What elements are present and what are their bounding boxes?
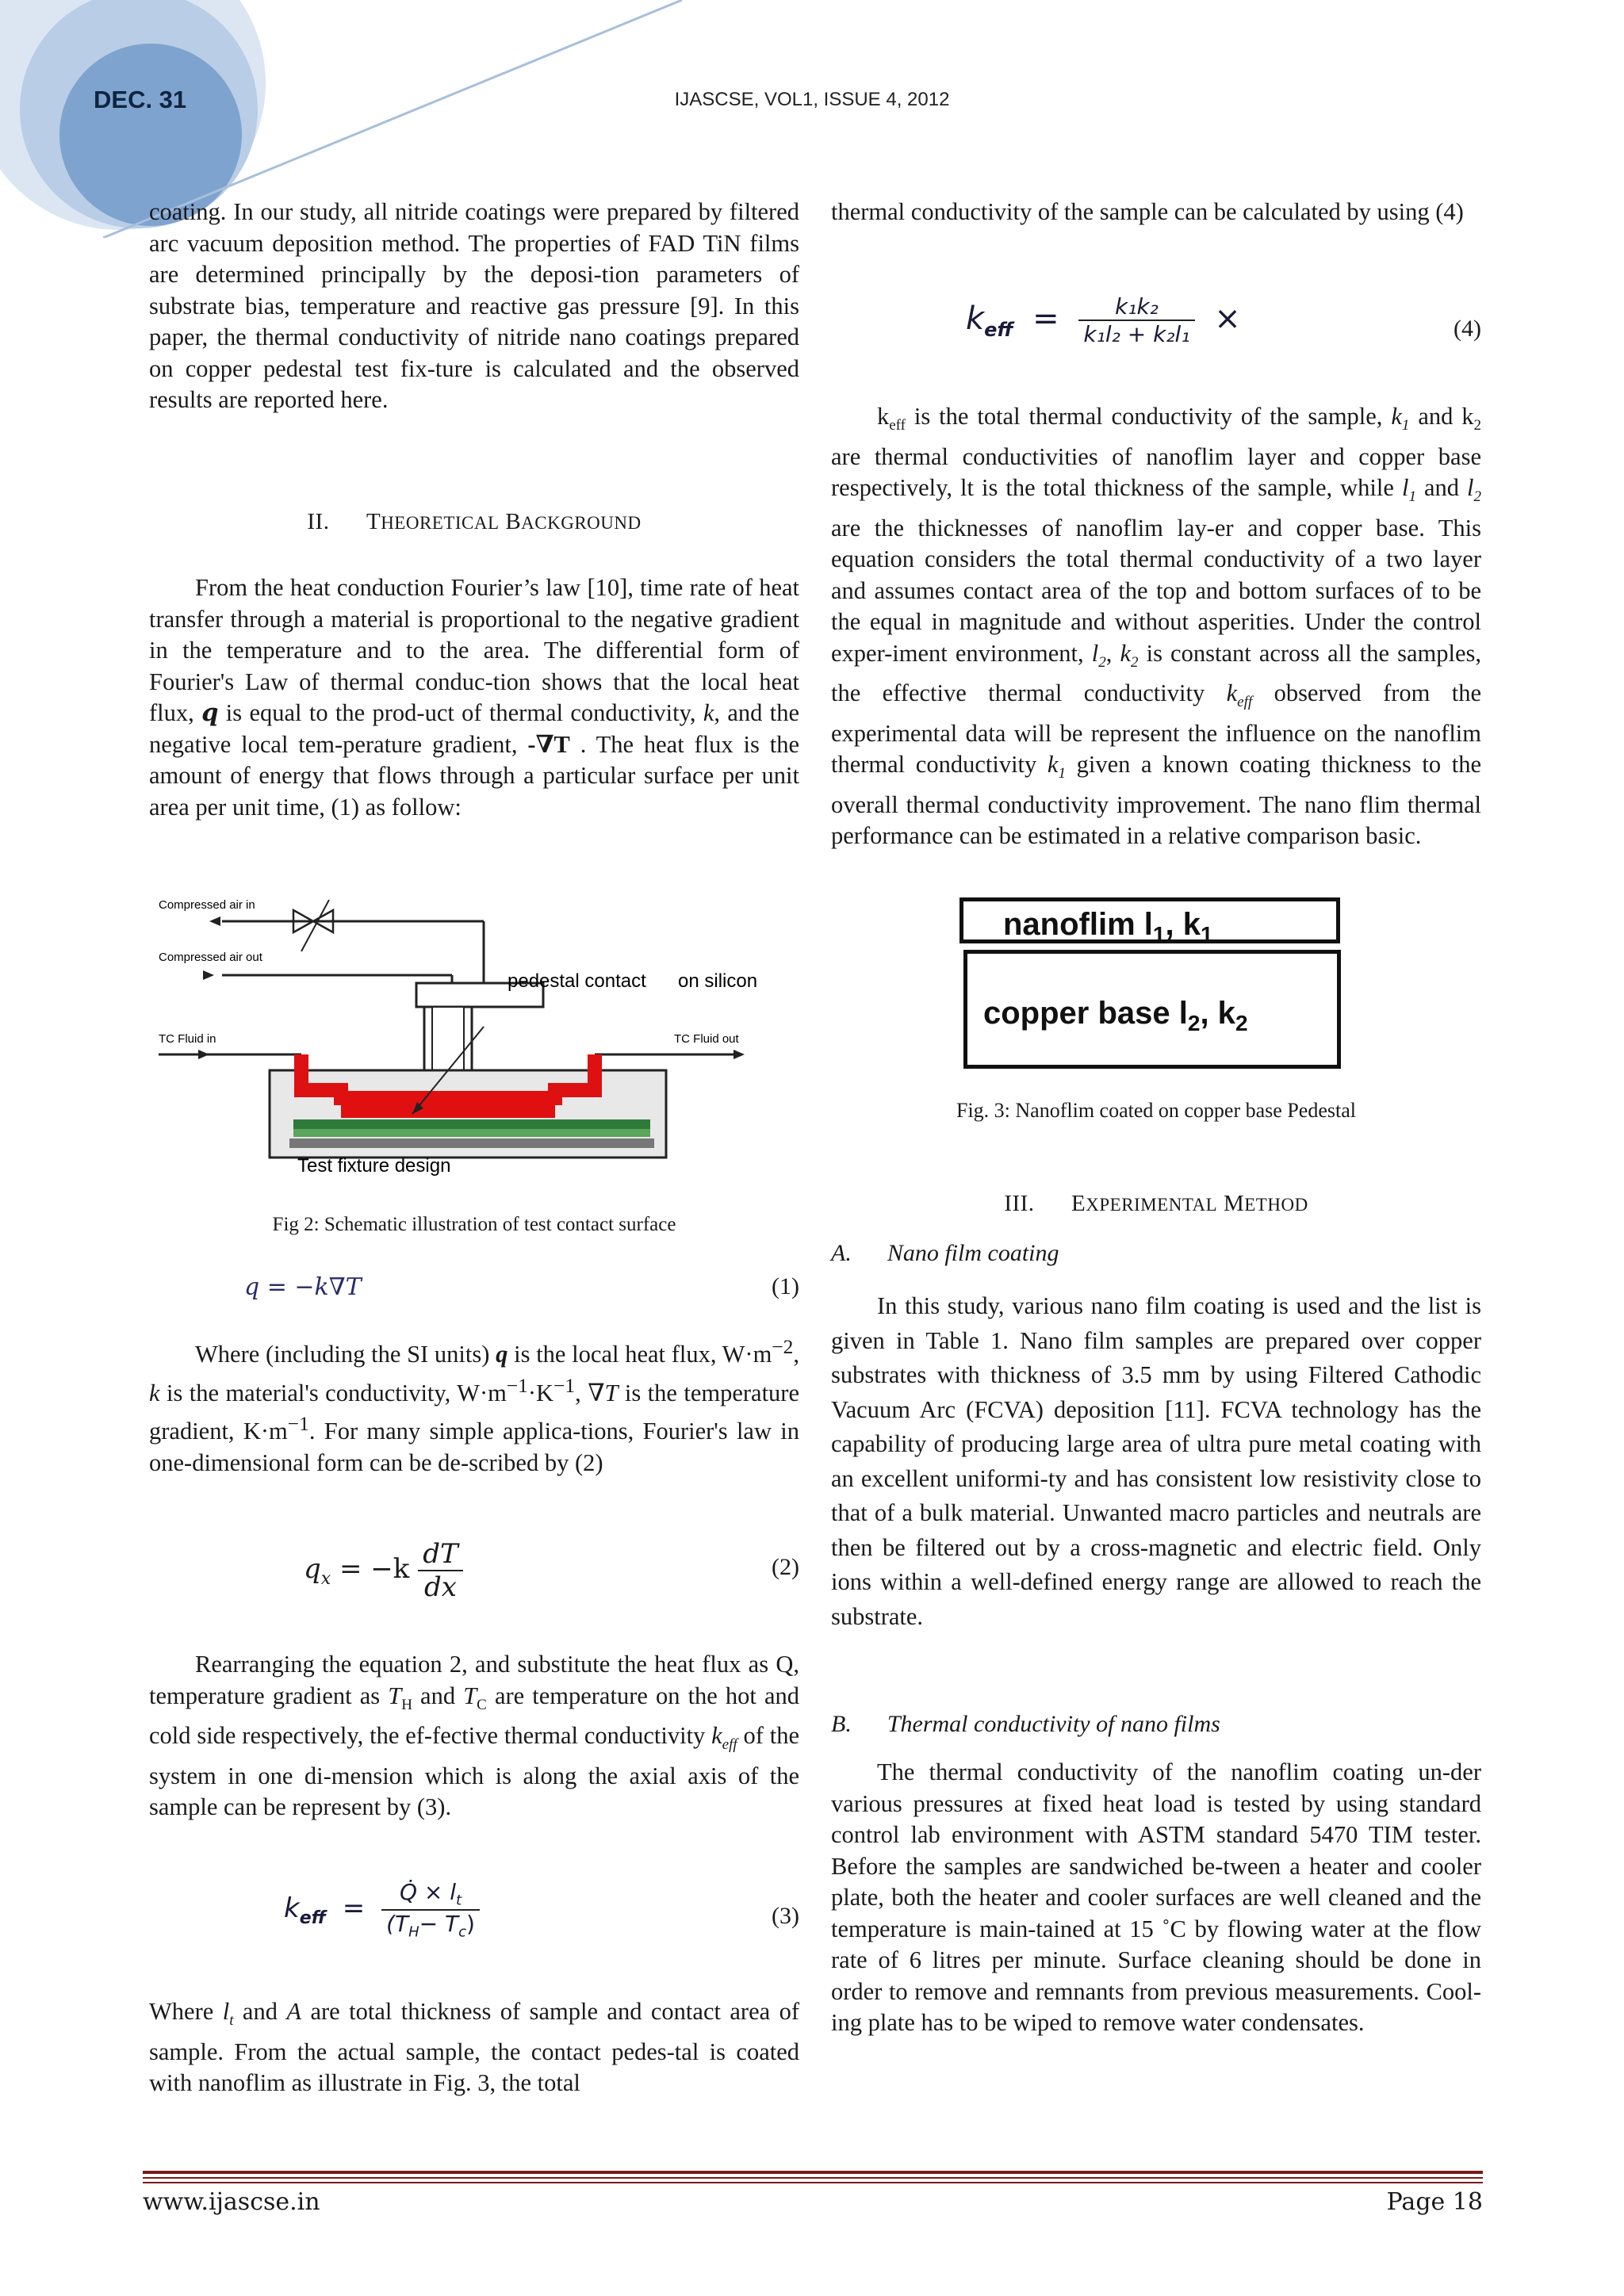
equation-2-number: (2) <box>772 1554 799 1580</box>
footer-rule-2 <box>143 2177 1483 2179</box>
subsection-b-heading: B. Thermal conductivity of nano films <box>831 1711 1220 1737</box>
left-paragraph-2: From the heat conduction Fourier’s law [10], time rate of heat transfer through a material is proportional to the negative gradient in the temperature and to the area. The differential form of Fourier's Law of thermal conduc-tion shows that the local heat flux, q is equal to the prod-uct of thermal conductivity, k, and the negative local tem-perature gradient, -∇T . The heat flux is the amount of energy that flows through a particular surface per unit area per unit time, (1) as follow: <box>149 574 800 821</box>
label-on-silicon: on silicon <box>678 970 758 992</box>
section-2-number: II. <box>307 509 330 534</box>
section-3-heading: III. EXPERIMENTAL METHOD <box>1004 1191 1308 1216</box>
equation-1 <box>149 1265 799 1321</box>
label-compressed-air-out: Compressed air out <box>159 951 262 964</box>
left-paragraph-4: Rearranging the equation 2, and substitute the heat flux as Q, temperature gradient as $T_H$ and $T_C$ are temperature on the hot and cold side respectively, the ef-fective thermal conductivity $k_{eff}$ of the system in one di-mension which is along the axial axis of the sample can be represent by (3). <box>149 1651 800 1821</box>
equation-3-number: (3) <box>772 1903 799 1929</box>
left-paragraph-1: coating. In our study, all nitride coatings were prepared by filtered arc vacuum deposition method. The properties of FAD TiN films are determined principally by the deposi-tion parameters of substrate bias, temperature and reactive gas pressure [9]. In this paper, the thermal conductivity of nitride nano coatings prepared on copper pedestal test fix-ture is calculated and the observed results are reported here. <box>149 198 799 413</box>
equation-4-body: $k_{eff}$ = $\frac{\text{k₁k₂}}{\text{k₁l₂ + k₂l₁}}$ × <box>966 293 1241 347</box>
journal-header: IJASCSE, VOL1, ISSUE 4, 2012 <box>674 89 950 110</box>
equation-1-body: q = −k∇T <box>244 1273 362 1301</box>
figure-2-caption: Fig 2: Schematic illustration of test contact surface <box>272 1214 676 1235</box>
figure-3-caption: Fig. 3: Nanoflim coated on copper base Pedestal <box>956 1099 1356 1122</box>
equation-4 <box>831 285 1481 381</box>
footer-rule <box>143 2171 1483 2174</box>
gradient-symbol: -∇T <box>527 730 570 758</box>
label-tc-fluid-out: TC Fluid out <box>674 1032 739 1046</box>
figure-3-nanofilm-layer: nanoflim $l_1$, $k_1$ <box>959 897 1340 943</box>
right-paragraph-a: In this study, various nano film coating is used and the list is given in Table 1. Nano film samples are prepared over copper substrates with thickness of 3.5 mm by using Filtered Cathodic Vacuum Arc (FCVA) deposition [11]. FCVA technology has the capability of producing large area of ultra pure metal coating with an excellent uniformi-ty and has consistent low resistivity close to that of a bulk material. Unwanted macro particles and neutrals are then be filtered out by a cross-magnetic and electric field. Only ions within a well-defined energy range are allowed to reach the substrate. <box>831 1292 1481 1630</box>
footer-rule-3 <box>143 2182 1483 2183</box>
equation-2 <box>149 1522 799 1609</box>
figure-3-copper-base-layer: copper base $l_2$, $k_2$ <box>963 950 1341 1069</box>
equation-4-number: (4) <box>1454 316 1481 342</box>
right-paragraph-2: $k_{eff}$ is the total thermal conductivity of the sample, $k_1$ and $k_2$ are thermal conductivities of nanoflim layer and copper base respectively, lt is the total thickness of the sample, while $l_1$ and $l_2$ are the thicknesses of nanoflim lay-er and copper base. This equation considers the total thermal conductivity of a two layer and assumes contact area of the top and bottom surfaces of to be the equal in magnitude and without asperities. Under the control exper-iment environment, $l_2$, $k_2$ is constant across all the samples, the effective thermal conductivity $k_{eff}$ observed from the experimental data will be represent the influence on the nanoflim thermal conductivity $k_1$ given a known coating thickness to the overall thermal conductivity improvement. The nano flim thermal performance can be estimated in a relative comparison basic. <box>831 403 1482 850</box>
section-2-heading: II. THEORETICAL BACKGROUND <box>307 509 642 534</box>
right-paragraph-1: thermal conductivity of the sample can be calculated by using (4) <box>831 198 1464 225</box>
footer-page-number: Page 18 <box>1386 2188 1483 2216</box>
label-test-fixture-design: Test fixture design <box>297 1155 451 1177</box>
equation-3 <box>149 1871 799 1966</box>
label-compressed-air-in: Compressed air in <box>159 898 255 912</box>
figure-2-schematic <box>151 888 785 1189</box>
left-paragraph-3: Where (including the SI units) q is the local heat flux, $W\cdot m^{-2}$, k is the material's conductivity, $W\cdot m^{-1}\cdot K^{-1}$, ∇T is the temperature gradient, $K\cdot m^{-1}$. For many simple applica-tions, Fourier's law in one-dimensional form can be de-scribed by (2) <box>149 1336 800 1476</box>
footer-website: www.ijascse.in <box>143 2188 320 2216</box>
left-paragraph-5: Where $l_t$ and A are total thickness of sample and contact area of sample. From the actual sample, the contact pedes-tal is coated with nanoflim as illustrate in Fig. 3, the total <box>149 1998 799 2097</box>
right-paragraph-b: The thermal conductivity of the nanoflim coating un-der various pressures at fixed heat load is tested by using standard control lab environment with ASTM standard 5470 TIM tester. Before the samples are sandwiched be-tween a heater and cooler plate, both the heater and cooler surfaces are well cleaned and the temperature is main-tained at 15 ˚C by flowing water at the flow rate of 6 litres per minute. Surface cleaning should be done in order to remove and remnants from previous measurements. Cool-ing plate has to be wiped to remove water condensates. <box>831 1758 1481 2036</box>
equation-2-body: $q_x = -k$ $\frac{dT}{dx}$ <box>304 1538 463 1603</box>
label-pedestal-contact: pedestal contact <box>508 970 646 992</box>
equation-1-number: (1) <box>772 1273 799 1299</box>
label-tc-fluid-in: TC Fluid in <box>159 1032 216 1046</box>
left-column <box>149 197 799 416</box>
issue-date: DEC. 31 <box>94 86 187 113</box>
equation-3-body: $k_{eff}$ = $\frac{Q̇ \times l_t}{(T_H- T_c)}$ <box>284 1879 480 1940</box>
subsection-a-heading: A. Nano film coating <box>831 1240 1059 1266</box>
heat-flux-symbol: q <box>201 698 219 727</box>
